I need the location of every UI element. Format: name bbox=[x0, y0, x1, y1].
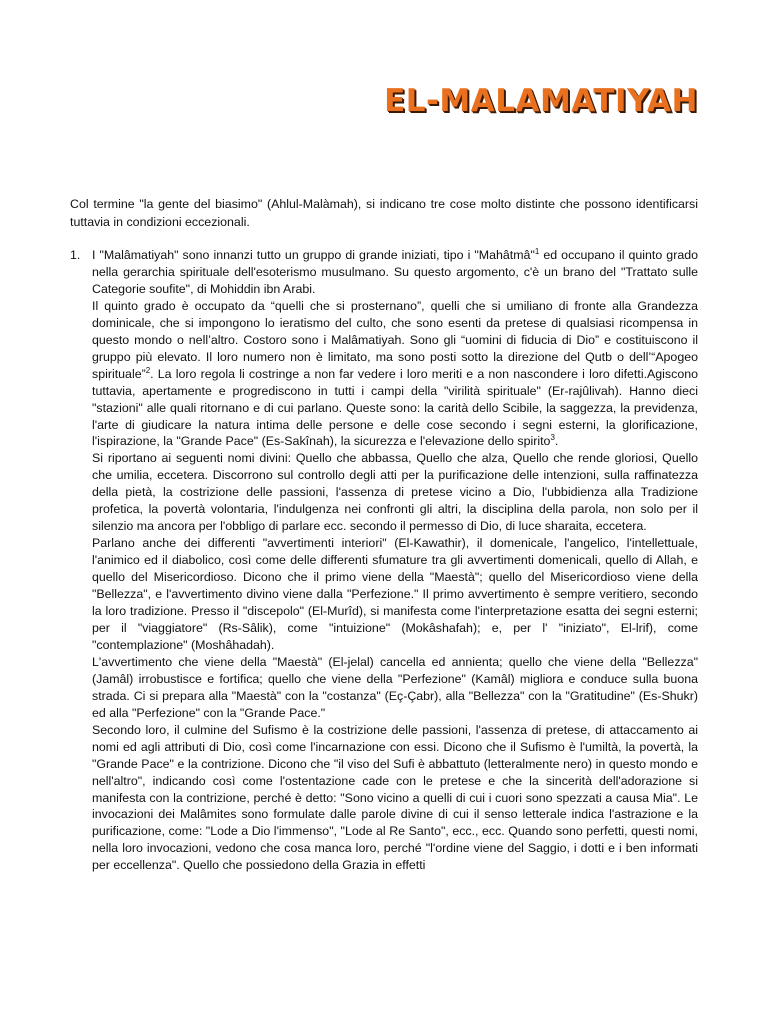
footnote-ref-3: 3 bbox=[550, 433, 555, 443]
paragraph-2-continuation: . La loro regola li costringe a non far vedere i loro meriti e a non nascondere i loro difetti.Agiscono tuttavia, apertamente e progrediscono in tutti i campi della "virilità spirituale" (Er-rajûlivah). Hanno dieci "stazioni" alle quali ritornano e di cui parlano. Queste sono: la carità dello Scibile, la saggezza, la previdenza, l'arte di giudicare la natura intima delle persone e delle cose secondo i segni esterni, la glorificazione, l'ispirazione, la "Grande Pace" (Es-Sakînah), la sicurezza e l'elevazione dello spirito bbox=[92, 366, 698, 449]
paragraph-2 bbox=[92, 298, 698, 451]
paragraph-3: Si riportano ai seguenti nomi divini: Quello che abbassa, Quello che alza, Quello che rende gloriosi, Quello che umilia, eccetera. Discorrono sul controllo degli atti per la purificazione delle intenzioni, sulla raffinatezza della pietà, la costrizione delle passioni, l'assenza di pretese vicino a Dio, l'ubbidienza alla Tradizione profetica, la povertà volontaria, l'indulgenza nei confronti gli altri, la disciplina della parola, non solo per il silenzio ma ancora per l'obbligo di parlare ecc. secondo il permesso di Dio, di luce sharaita, eccetera. bbox=[92, 451, 698, 534]
footnote-ref-2: 2 bbox=[145, 365, 151, 375]
intro-paragraph: Col termine "la gente del biasimo" (Ahlul-Malàmah), si indicano tre cose molto distinte che possono identificarsi tuttavia in condizioni eccezionali. bbox=[70, 197, 698, 229]
footnote-ref-1: 1 bbox=[534, 246, 540, 256]
document-title: EL-MALAMATIYAH bbox=[384, 83, 698, 119]
list-item-number: 1. bbox=[70, 248, 81, 262]
paragraph-5: L'avvertimento che viene della "Maestà" (El-jelal) cancella ed annienta; quello che viene della "Bellezza" (Jamâl) irrobustisce e fortifica; quello che viene della "Perfezione" (Kamâl) migliora e conduce sulla buona strada. Ci si prepara alla "Maestà" con la "costanza" (Eç-Çabr), alla "Bellezza" con la "Gratitudine" (Es-Shukr) ed alla "Perfezione" con la "Grande Pace." bbox=[92, 654, 698, 720]
paragraph-1-continuation: ed occupano il quinto grado nella gerarchia spirituale dell'esoterismo musulmano. Su questo argomento, c'è un brano del "Trattato sulle Categorie soufite", di Mohiddin ibn Arabi. bbox=[92, 248, 698, 296]
paragraph-1 bbox=[92, 247, 698, 298]
paragraph-2-text: Il quinto grado è occupato da “quelli che si prosternano”, quelli che si umiliano di fronte alla Grandezza dominicale, che si impongono lo ieratismo del culto, che sono esenti da pretese di qualsiasi ricompensa in questo mondo o nell’altro. Costoro sono i Malâmatiyah. Sono gli “uomini di fiducia di Dio” e costituiscono il gruppo più elevato. Il loro numero non è limitato, ma sono posti sotto la direzione del Qutb o dell’“Apogeo spirituale” bbox=[92, 298, 698, 381]
paragraph-2-end: . bbox=[554, 434, 559, 449]
paragraph-1-text: I "Malâmatiyah" sono innanzi tutto un gruppo di grande iniziati, tipo i "Mahâtmâ" bbox=[92, 248, 535, 262]
paragraph-6: Secondo loro, il culmine del Sufismo è la costrizione delle passioni, l'assenza di pretese, di attaccamento ai nomi ed agli attributi di Dio, così come l'incarnazione con essi. Dicono che il Sufismo è l'umiltà, la povertà, la "Grande Pace" e la contrizione. Dicono che "il viso del Sufi è abbattuto (letteralmente nero) in questo mondo e nell'altro", indicando così come l'ostentazione cade con le pretese e che la sincerità dell'adorazione si manifesta con la contrizione, perché è detto: "Sono vicino a quelli di cui i cuori sono spezzati a causa Mia". Le invocazioni dei Malâmites sono formulate dalle parole divine di cui il senso letterale indica l'astrazione e la purificazione, come: "Lode a Dio l'immenso", "Lode al Re Santo", ecc., ecc. Quando sono perfetti, questi nomi, nella loro invocazioni, vedono che cosa manca loro, perché "l'ordine viene del Saggio, i dotti e i ben informati per eccellenza". Quello che possiedono della Grazia in effetti bbox=[92, 722, 698, 873]
paragraph-4: Parlano anche dei differenti "avvertimenti interiori" (El-Kawathir), il domenicale, l'angelico, l'intellettuale, l'animico ed il diabolico, così come delle differenti sfumature tra gli avvertimenti domenicali, quello di Allah, e quello del Misericordioso. Dicono che il primo viene della "Maestà"; quello del Misericordioso viene della "Bellezza", e l'avvertimento divino viene dalla "Perfezione." Il primo avvertimento è sempre veritiero, secondo la loro tradizione. Presso il "discepolo" (El-Murîd), si manifesta come l'interpretazione esatta dei segni esterni; per il "viaggiatore" (Rs-Sâlik), come "intuizione" (Mokâshafah); e, per l' "iniziato", El-lrif), come "contemplazione" (Moshâhadah). bbox=[92, 536, 698, 652]
list-item-body bbox=[92, 247, 698, 874]
